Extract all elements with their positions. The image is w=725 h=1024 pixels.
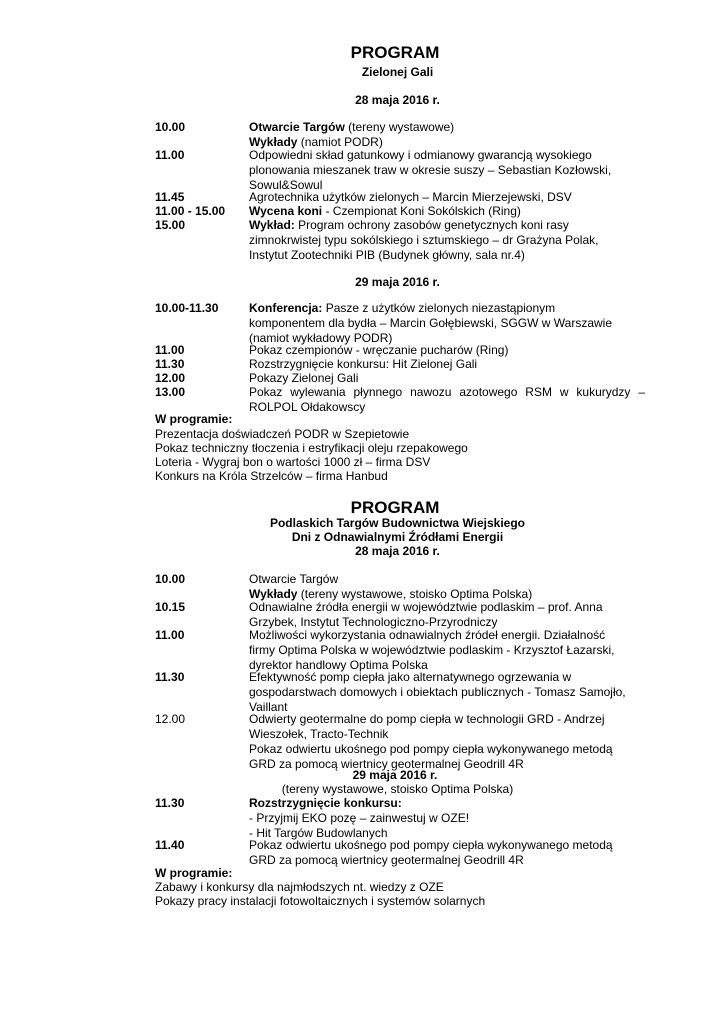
schedule-text: Pasze z użytków zielonych niezastąpionym bbox=[322, 301, 556, 315]
schedule-text: Odwierty geotermalne do pomp ciepła w technologii GRD - Andrzej bbox=[249, 712, 605, 726]
schedule-time: 11.00 bbox=[155, 628, 185, 642]
extras-item: Pokaz techniczny tłoczenia i estryfikacji oleju rzepakowego bbox=[155, 441, 468, 455]
schedule-text: Pokaz wylewania płynnego nawozu azotowego RSM w kukurydzy – bbox=[249, 385, 645, 399]
schedule-time: 11.45 bbox=[155, 190, 185, 204]
schedule-bold: Wycena koni bbox=[249, 204, 323, 218]
schedule-text: - Przyjmij EKO pozę – zainwestuj w OZE! bbox=[249, 811, 470, 825]
schedule-text: ROLPOL Ołdakowscy bbox=[249, 400, 366, 414]
program2-title: PROGRAM bbox=[350, 498, 440, 517]
program2-extras-heading: W programie: bbox=[155, 866, 233, 880]
schedule-text: firmy Optima Polska w województwie podlaskim - Krzysztof Łazarski, bbox=[249, 643, 615, 657]
schedule-text: Wieszołek, Tracto-Technik bbox=[249, 727, 389, 741]
schedule-text: - Hit Targów Budowlanych bbox=[249, 826, 388, 840]
schedule-text: (tereny wystawowe, stoisko Optima Polska) bbox=[297, 587, 533, 601]
extras-item: Loteria - Wygraj bon o wartości 1000 zł – firma DSV bbox=[155, 455, 431, 469]
schedule-bold: Wykład: bbox=[249, 218, 295, 232]
schedule-bold: Wykłady bbox=[249, 135, 298, 149]
schedule-text: (namiot wykładowy PODR) bbox=[249, 331, 393, 345]
schedule-text: komponentem dla bydła – Marcin Gołębiewski, SGGW w Warszawie bbox=[249, 316, 613, 330]
schedule-time: 12.00 bbox=[155, 712, 186, 726]
schedule-time: 10.00 bbox=[155, 572, 186, 586]
schedule-text: Efektywność pomp ciepła jako alternatywnego ogrzewania w bbox=[249, 670, 572, 684]
program2-subtitle2: Dni z Odnawialnymi Źródłami Energii bbox=[291, 530, 504, 544]
schedule-text: Pokaz odwiertu ukośnego pod pompy ciepła wykonywanego metodą bbox=[249, 838, 613, 852]
schedule-text: Możliwości wykorzystania odnawialnych źródeł energii. Działalność bbox=[249, 628, 606, 642]
schedule-time: 11.00 bbox=[155, 148, 185, 162]
program1-day1-date: 28 maja 2016 r. bbox=[355, 93, 440, 107]
schedule-text: zimnokrwistej typu sokólskiego i sztumskiego – dr Grażyna Polak, bbox=[249, 233, 599, 247]
schedule-text: Pokaz czempionów - wręczanie pucharów (Ring) bbox=[249, 343, 509, 357]
schedule-text: Agrotechnika użytków zielonych – Marcin Mierzejewski, DSV bbox=[249, 190, 572, 204]
schedule-bold: Rozstrzygnięcie konkursu: bbox=[249, 796, 402, 810]
program2-day2-note: (tereny wystawowe, stoisko Optima Polska) bbox=[281, 782, 514, 796]
schedule-time: 11.30 bbox=[155, 357, 185, 371]
program1-subtitle: Zielonej Gali bbox=[361, 65, 434, 79]
schedule-text: Pokaz odwiertu ukośnego pod pompy ciepła wykonywanego metodą bbox=[249, 742, 613, 756]
schedule-text: dyrektor handlowy Optima Polska bbox=[249, 658, 428, 672]
program1-title: PROGRAM bbox=[350, 43, 440, 62]
schedule-time: 11.00 - 15.00 bbox=[155, 204, 226, 218]
schedule-time: 11.00 bbox=[155, 343, 185, 357]
schedule-text: Odpowiedni skład gatunkowy i odmianowy gwarancją wysokiego bbox=[249, 148, 592, 162]
schedule-text: Odnawialne źródła energii w województwie podlaskim – prof. Anna bbox=[249, 600, 603, 614]
schedule-text: Vaillant bbox=[249, 700, 288, 714]
schedule-text: Rozstrzygnięcie konkursu: Hit Zielonej Gali bbox=[249, 357, 478, 371]
schedule-text: Otwarcie Targów bbox=[249, 572, 339, 586]
schedule-bold: Otwarcie Targów bbox=[249, 120, 345, 134]
schedule-text: (tereny wystawowe) bbox=[344, 120, 455, 134]
schedule-text: (namiot PODR) bbox=[297, 135, 383, 149]
program1-extras-heading: W programie: bbox=[155, 412, 233, 426]
schedule-text: Grzybek, Instytut Technologiczno-Przyrodniczy bbox=[249, 615, 498, 629]
schedule-text: GRD za pomocą wiertnicy geotermalnej Geodrill 4R bbox=[249, 757, 524, 771]
schedule-text: GRD za pomocą wiertnicy geotermalnej Geodrill 4R bbox=[249, 853, 524, 867]
extras-item: Pokazy pracy instalacji fotowoltaicznych i systemów solarnych bbox=[155, 894, 486, 908]
schedule-time: 13.00 bbox=[155, 385, 186, 399]
schedule-text: gospodarstwach domowych i obiektach publicznych - Tomasz Samojło, bbox=[249, 685, 626, 699]
schedule-bold: Konferencja: bbox=[249, 301, 323, 315]
schedule-time: 11.30 bbox=[155, 796, 185, 810]
schedule-text: Program ochrony zasobów genetycznych koni rasy bbox=[294, 218, 569, 232]
schedule-text: Sowul&Sowul bbox=[249, 178, 323, 192]
schedule-time: 11.30 bbox=[155, 670, 185, 684]
schedule-bold: Wykłady bbox=[249, 587, 298, 601]
schedule-time: 10.15 bbox=[155, 600, 186, 614]
schedule-text: - Czempionat Koni Sokólskich (Ring) bbox=[322, 204, 521, 218]
schedule-time: 15.00 bbox=[155, 218, 186, 232]
program1-day2-date: 29 maja 2016 r. bbox=[355, 275, 440, 289]
extras-item: Prezentacja doświadczeń PODR w Szepietowie bbox=[155, 427, 410, 441]
schedule-time: 11.40 bbox=[155, 838, 185, 852]
program2-day1-date: 28 maja 2016 r. bbox=[355, 544, 440, 558]
program2-subtitle1: Podlaskich Targów Budownictwa Wiejskiego bbox=[269, 516, 526, 530]
schedule-text: plonowania mieszanek traw w okresie suszy – Sebastian Kozłowski, bbox=[249, 163, 612, 177]
program2-day2-date: 29 maja 2016 r. bbox=[352, 768, 438, 782]
schedule-time: 10.00-11.30 bbox=[155, 301, 219, 315]
schedule-time: 12.00 bbox=[155, 371, 186, 385]
schedule-time: 10.00 bbox=[155, 120, 186, 134]
schedule-text: Pokazy Zielonej Gali bbox=[249, 371, 359, 385]
extras-item: Zabawy i konkursy dla najmłodszych nt. wiedzy z OZE bbox=[155, 880, 444, 894]
schedule-text: Instytut Zootechniki PIB (Budynek główny, sala nr.4) bbox=[249, 248, 525, 262]
extras-item: Konkurs na Króla Strzelców – firma Hanbud bbox=[155, 469, 388, 483]
